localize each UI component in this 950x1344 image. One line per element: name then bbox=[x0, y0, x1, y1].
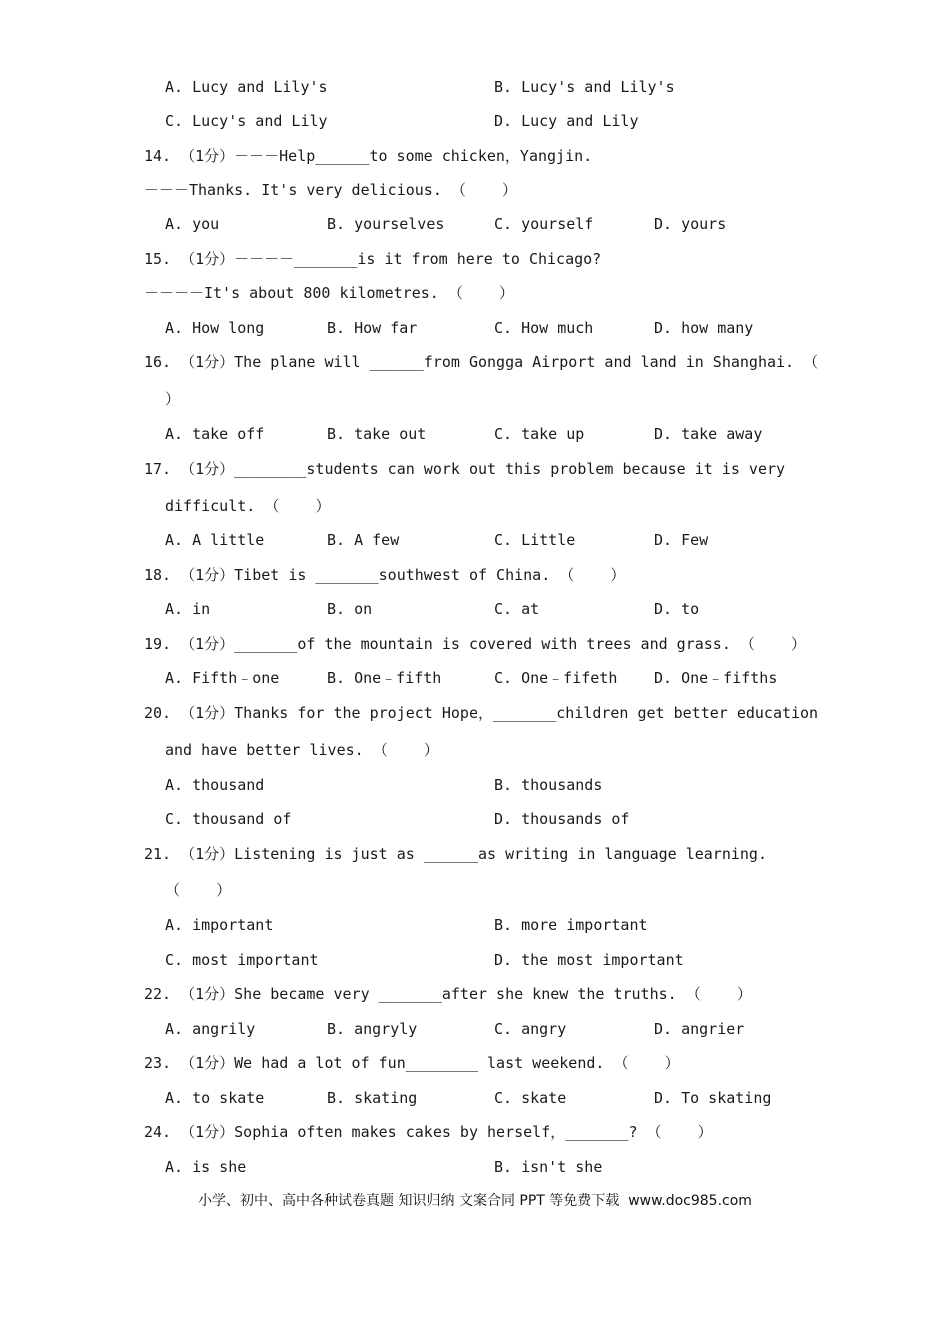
q14-option-d: D. yours bbox=[654, 215, 727, 233]
q14-option-b: B. yourselves bbox=[327, 215, 445, 233]
q20-stem-cont: and have better lives. （ ） bbox=[165, 741, 439, 759]
q16-option-b: B. take out bbox=[327, 425, 427, 443]
q17-option-b: B. A few bbox=[327, 531, 400, 549]
q23-option-c: C. skate bbox=[494, 1089, 567, 1107]
q18-option-c: C. at bbox=[494, 600, 540, 618]
q20-option-a: A. thousand bbox=[165, 776, 265, 794]
q22-option-b: B. angryly bbox=[327, 1020, 418, 1038]
page-footer: 小学、初中、高中各种试卷真题 知识归纳 文案合同 PPT 等免费下载 www.doc985.com bbox=[198, 1193, 752, 1209]
q21-stem: 21. （1分）Listening is just as ______as writing in language learning. bbox=[144, 845, 767, 863]
q19-option-c: C. One﹣fifeth bbox=[494, 669, 618, 687]
q18-option-d: D. to bbox=[654, 600, 700, 618]
q14-stem-cont: －－－Thanks. It's very delicious. （ ） bbox=[144, 181, 518, 199]
q20-option-c: C. thousand of bbox=[165, 810, 292, 828]
q13-option-d: D. Lucy and Lily bbox=[494, 112, 639, 130]
q23-stem: 23. （1分）We had a lot of fun________ last weekend. （ ） bbox=[144, 1054, 680, 1072]
q17-option-d: D. Few bbox=[654, 531, 709, 549]
q18-stem: 18. （1分）Tibet is _______southwest of China. （ ） bbox=[144, 566, 626, 584]
q22-stem: 22. （1分）She became very _______after she knew the truths. （ ） bbox=[144, 985, 752, 1003]
q13-option-a: A. Lucy and Lily's bbox=[165, 78, 328, 96]
q19-option-a: A. Fifth﹣one bbox=[165, 669, 280, 687]
q22-option-d: D. angrier bbox=[654, 1020, 745, 1038]
q20-option-b: B. thousands bbox=[494, 776, 603, 794]
q24-stem: 24. （1分）Sophia often makes cakes by herself，_______? （ ） bbox=[144, 1123, 713, 1141]
q15-option-b: B. How far bbox=[327, 319, 418, 337]
q19-option-b: B. One﹣fifth bbox=[327, 669, 442, 687]
q14-option-c: C. yourself bbox=[494, 215, 594, 233]
q20-stem: 20. （1分）Thanks for the project Hope，_______children get better education bbox=[144, 704, 819, 722]
q21-option-a: A. important bbox=[165, 916, 274, 934]
q14-option-a: A. you bbox=[165, 215, 220, 233]
q18-option-a: A. in bbox=[165, 600, 211, 618]
q16-stem-cont: ） bbox=[165, 390, 181, 408]
q16-option-a: A. take off bbox=[165, 425, 265, 443]
q14-stem: 14. （1分）－－－Help______to some chicken，Yangjin. bbox=[144, 147, 593, 165]
q22-option-c: C. angry bbox=[494, 1020, 567, 1038]
q15-option-a: A. How long bbox=[165, 319, 265, 337]
q23-option-d: D. To skating bbox=[654, 1089, 772, 1107]
q17-stem: 17. （1分）________students can work out this problem because it is very bbox=[144, 460, 786, 478]
q22-option-a: A. angrily bbox=[165, 1020, 256, 1038]
q17-stem-cont: difficult. （ ） bbox=[165, 497, 331, 515]
q13-option-c: C. Lucy's and Lily bbox=[165, 112, 328, 130]
q23-option-b: B. skating bbox=[327, 1089, 418, 1107]
q21-option-c: C. most important bbox=[165, 951, 319, 969]
q18-option-b: B. on bbox=[327, 600, 373, 618]
q24-option-b: B. isn't she bbox=[494, 1158, 603, 1176]
q13-option-b: B. Lucy's and Lily's bbox=[494, 78, 675, 96]
q15-stem: 15. （1分）－－－－_______is it from here to Chicago? bbox=[144, 250, 602, 268]
q16-option-c: C. take up bbox=[494, 425, 585, 443]
q19-stem: 19. （1分）_______of the mountain is covered with trees and grass. （ ） bbox=[144, 635, 807, 653]
q21-option-b: B. more important bbox=[494, 916, 648, 934]
q15-option-d: D. how many bbox=[654, 319, 754, 337]
q16-stem: 16. （1分）The plane will ______from Gongga Airport and land in Shanghai. （ bbox=[144, 353, 819, 371]
q24-option-a: A. is she bbox=[165, 1158, 247, 1176]
q21-option-d: D. the most important bbox=[494, 951, 684, 969]
q21-stem-cont: （ ） bbox=[165, 881, 232, 899]
q16-option-d: D. take away bbox=[654, 425, 763, 443]
q20-option-d: D. thousands of bbox=[494, 810, 630, 828]
q17-option-c: C. Little bbox=[494, 531, 576, 549]
q15-option-c: C. How much bbox=[494, 319, 594, 337]
q19-option-d: D. One﹣fifths bbox=[654, 669, 778, 687]
q15-stem-cont: －－－－It's about 800 kilometres. （ ） bbox=[144, 284, 514, 302]
q23-option-a: A. to skate bbox=[165, 1089, 265, 1107]
q17-option-a: A. A little bbox=[165, 531, 265, 549]
